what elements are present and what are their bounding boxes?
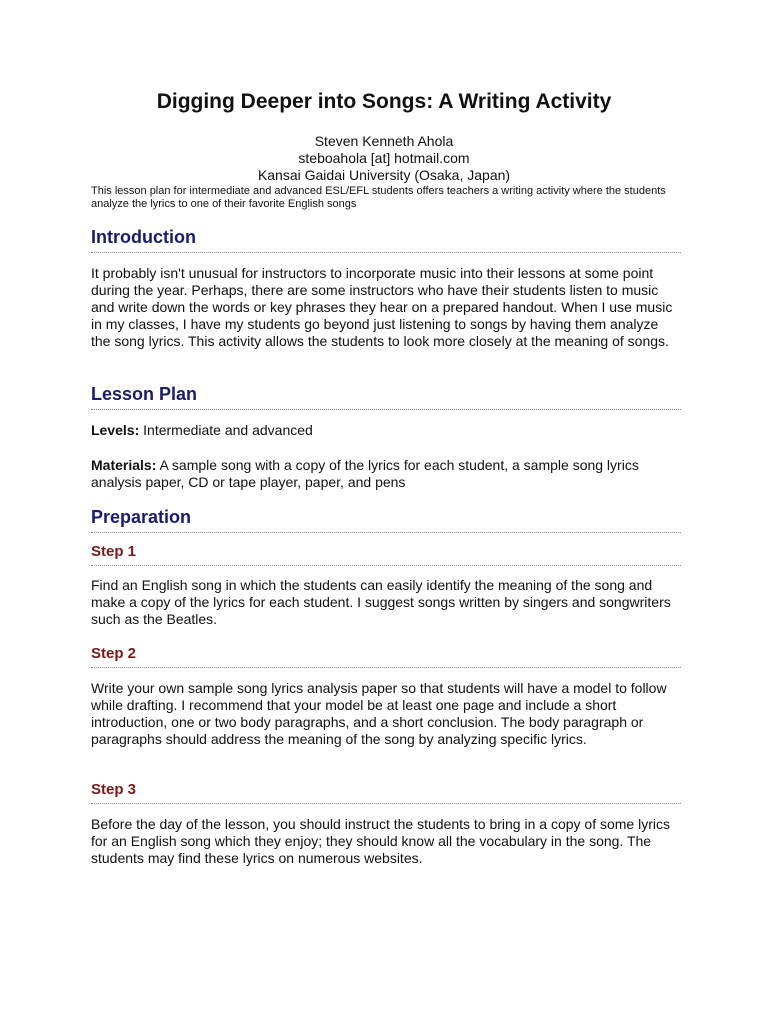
heading-step-2: Step 2 bbox=[91, 645, 681, 668]
heading-lesson-plan: Lesson Plan bbox=[91, 384, 681, 410]
levels-label: Levels: bbox=[91, 422, 140, 438]
heading-step-3: Step 3 bbox=[91, 781, 681, 804]
materials-label: Materials: bbox=[91, 457, 157, 473]
introduction-paragraph: It probably isn't unusual for instructors to incorporate music into their lessons at some point during the year. Perhaps, there are some instructors who have their students listen to music and write down the words or key phrases they hear on a prepared handout. When I use music in my classes, I have my students go beyond just listening to songs by having them analyze the song lyrics. This activity allows the students to look more closely at the meaning of songs. bbox=[91, 265, 673, 349]
heading-preparation: Preparation bbox=[91, 507, 681, 533]
levels-paragraph bbox=[91, 422, 681, 439]
step-3-paragraph: Before the day of the lesson, you should instruct the students to bring in a copy of some lyrics for an English song which they enjoy; they should know all the vocabulary in the song. The students may find these lyrics on numerous websites. bbox=[91, 816, 670, 866]
heading-introduction: Introduction bbox=[91, 227, 681, 253]
materials-paragraph bbox=[91, 457, 681, 491]
step-1-paragraph: Find an English song in which the students can easily identify the meaning of the song and make a copy of the lyrics for each student. I suggest songs written by singers and songwriters such as the Beatles. bbox=[91, 577, 671, 627]
document-title: Digging Deeper into Songs: A Writing Activity bbox=[156, 90, 612, 113]
step-2-paragraph: Write your own sample song lyrics analysis paper so that students will have a model to follow while drafting. I recommend that your model be at least one page and include a short introduction, one or two body paragraphs, and a short conclusion. The body paragraph or paragraphs should address the meaning of the song by analyzing specific lyrics. bbox=[91, 680, 667, 747]
materials-text: A sample song with a copy of the lyrics for each student, a sample song lyrics analysis paper, CD or tape player, paper, and pens bbox=[91, 457, 639, 490]
levels-text: Intermediate and advanced bbox=[139, 422, 313, 438]
abstract: This lesson plan for intermediate and advanced ESL/EFL students offers teachers a writing activity where the students analyze the lyrics to one of their favorite English songs bbox=[91, 185, 666, 210]
heading-step-1: Step 1 bbox=[91, 543, 681, 566]
author-affiliation: Kansai Gaidai University (Osaka, Japan) bbox=[257, 167, 511, 183]
author-name: Steven Kenneth Ahola bbox=[314, 133, 454, 149]
author-email: steboahola [at] hotmail.com bbox=[298, 150, 470, 166]
